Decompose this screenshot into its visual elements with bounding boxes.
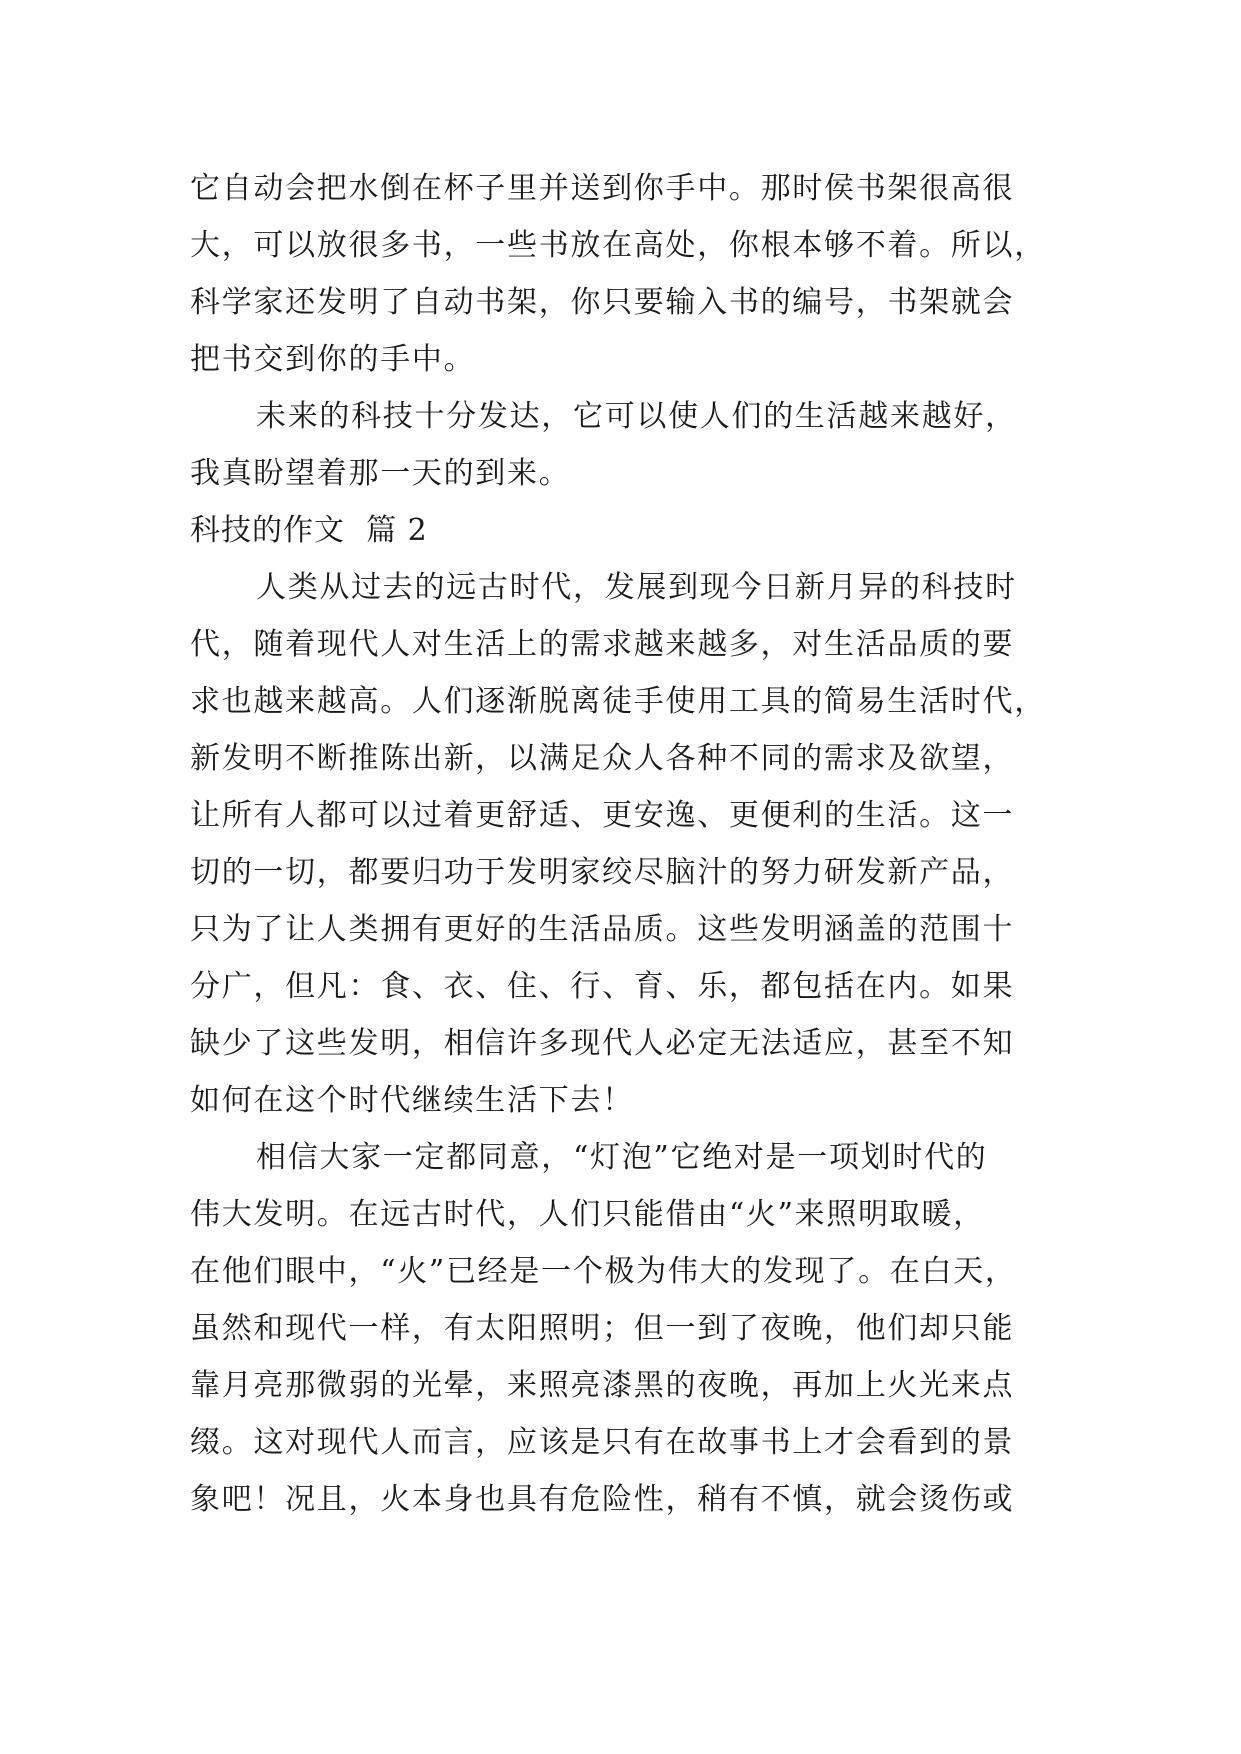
text-line: 新发明不断推陈出新，以满足众人各种不同的需求及欲望， bbox=[190, 741, 1015, 776]
text-line: 伟大发明。在远古时代，人们只能借由“火”来照明取暖， bbox=[190, 1197, 985, 1232]
text-line: 只为了让人类拥有更好的生活品质。这些发明涵盖的范围十 bbox=[190, 912, 1015, 947]
paragraph bbox=[190, 559, 1060, 1129]
text-line: 代，随着现代人对生活上的需求越来越多，对生活品质的要 bbox=[190, 627, 1015, 662]
paragraph bbox=[190, 160, 1060, 388]
text-line: 缀。这对现代人而言，应该是只有在故事书上才会看到的景 bbox=[190, 1425, 1015, 1460]
text-line: 把书交到你的手中。 bbox=[190, 342, 476, 377]
section-heading bbox=[190, 502, 1060, 559]
document-body bbox=[190, 160, 1060, 1528]
text-line: 大，可以放很多书，一些书放在高处，你根本够不着。所以， bbox=[190, 228, 1046, 263]
paragraph bbox=[190, 1129, 1060, 1528]
paragraph bbox=[190, 388, 1060, 502]
text-line: 虽然和现代一样，有太阳照明；但一到了夜晚，他们却只能 bbox=[190, 1311, 1015, 1346]
text-line: 靠月亮那微弱的光晕，来照亮漆黑的夜晚，再加上火光来点 bbox=[190, 1368, 1015, 1403]
text-line: 如何在这个时代继续生活下去！ bbox=[190, 1083, 634, 1118]
text-line: 切的一切，都要归功于发明家绞尽脑汁的努力研发新产品， bbox=[190, 855, 1015, 890]
text-line: 让所有人都可以过着更舒适、更安逸、更便利的生活。这一 bbox=[190, 798, 1015, 833]
text-line: 未来的科技十分发达，它可以使人们的生活越来越好， bbox=[256, 399, 1017, 434]
text-line: 象吧！况且，火本身也具有危险性，稍有不慎，就会烫伤或 bbox=[190, 1482, 1015, 1517]
text-line: 在他们眼中，“火”已经是一个极为伟大的发现了。在白天， bbox=[190, 1254, 1017, 1289]
text-line: 分广，但凡：食、衣、住、行、育、乐，都包括在内。如果 bbox=[190, 969, 1015, 1004]
text-line: 科学家还发明了自动书架，你只要输入书的编号，书架就会 bbox=[190, 285, 1015, 320]
text-line: 人类从过去的远古时代，发展到现今日新月异的科技时 bbox=[256, 570, 1017, 605]
text-line: 缺少了这些发明，相信许多现代人必定无法适应，甚至不知 bbox=[190, 1026, 1015, 1061]
text-line: 它自动会把水倒在杯子里并送到你手中。那时侯书架很高很 bbox=[190, 171, 1015, 206]
text-line: 我真盼望着那一天的到来。 bbox=[190, 456, 571, 491]
text-line: 求也越来越高。人们逐渐脱离徒手使用工具的简易生活时代， bbox=[190, 684, 1046, 719]
text-line: 相信大家一定都同意，“灯泡”它绝对是一项划时代的 bbox=[256, 1140, 988, 1175]
heading-text: 科技的作文 篇 2 bbox=[190, 513, 428, 548]
